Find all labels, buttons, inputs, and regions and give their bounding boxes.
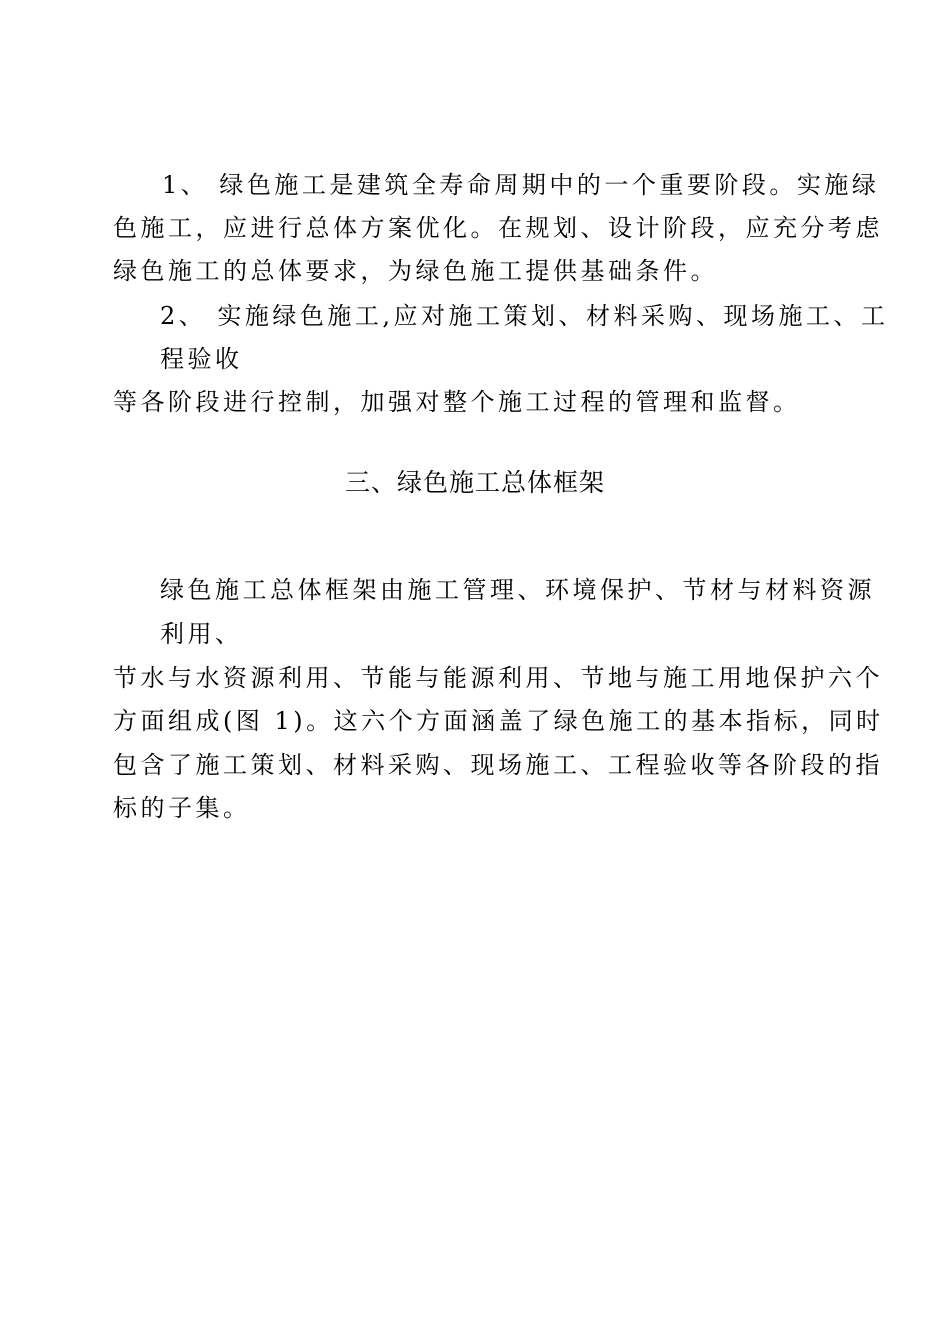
paragraph-3-line-3: 节水与水资源利用、节能与能源利用、节地与施工用地保护六个 — [113, 664, 883, 692]
paragraph-2-line-3: 等各阶段进行控制，加强对整个施工过程的管理和监督。 — [113, 388, 801, 416]
paragraph-3-line-1: 绿色施工总体框架由施工管理、环境保护、节材与材料资源 — [160, 576, 875, 604]
section-heading: 三、绿色施工总体框架 — [344, 468, 605, 497]
paragraph-1-line-2: 色施工，应进行总体方案优化。在规划、设计阶段，应充分考虑 — [113, 214, 883, 242]
paragraph-3-line-5: 包含了施工策划、材料采购、现场施工、工程验收等各阶段的指 — [113, 751, 883, 779]
paragraph-2-line-1: 2、 实施绿色施工,应对施工策划、材料采购、现场施工、工 — [160, 302, 889, 330]
paragraph-1-line-3: 绿色施工的总体要求，为绿色施工提供基础条件。 — [113, 257, 718, 285]
paragraph-3-line-6: 标的子集。 — [113, 794, 251, 822]
paragraph-2-line-2: 程验收 — [160, 345, 243, 373]
paragraph-3-line-2: 利用、 — [160, 620, 243, 648]
paragraph-1-line-1: 1、 绿色施工是建筑全寿命周期中的一个重要阶段。实施绿 — [162, 171, 880, 199]
paragraph-3-line-4: 方面组成(图 1)。这六个方面涵盖了绿色施工的基本指标，同时 — [113, 707, 884, 735]
